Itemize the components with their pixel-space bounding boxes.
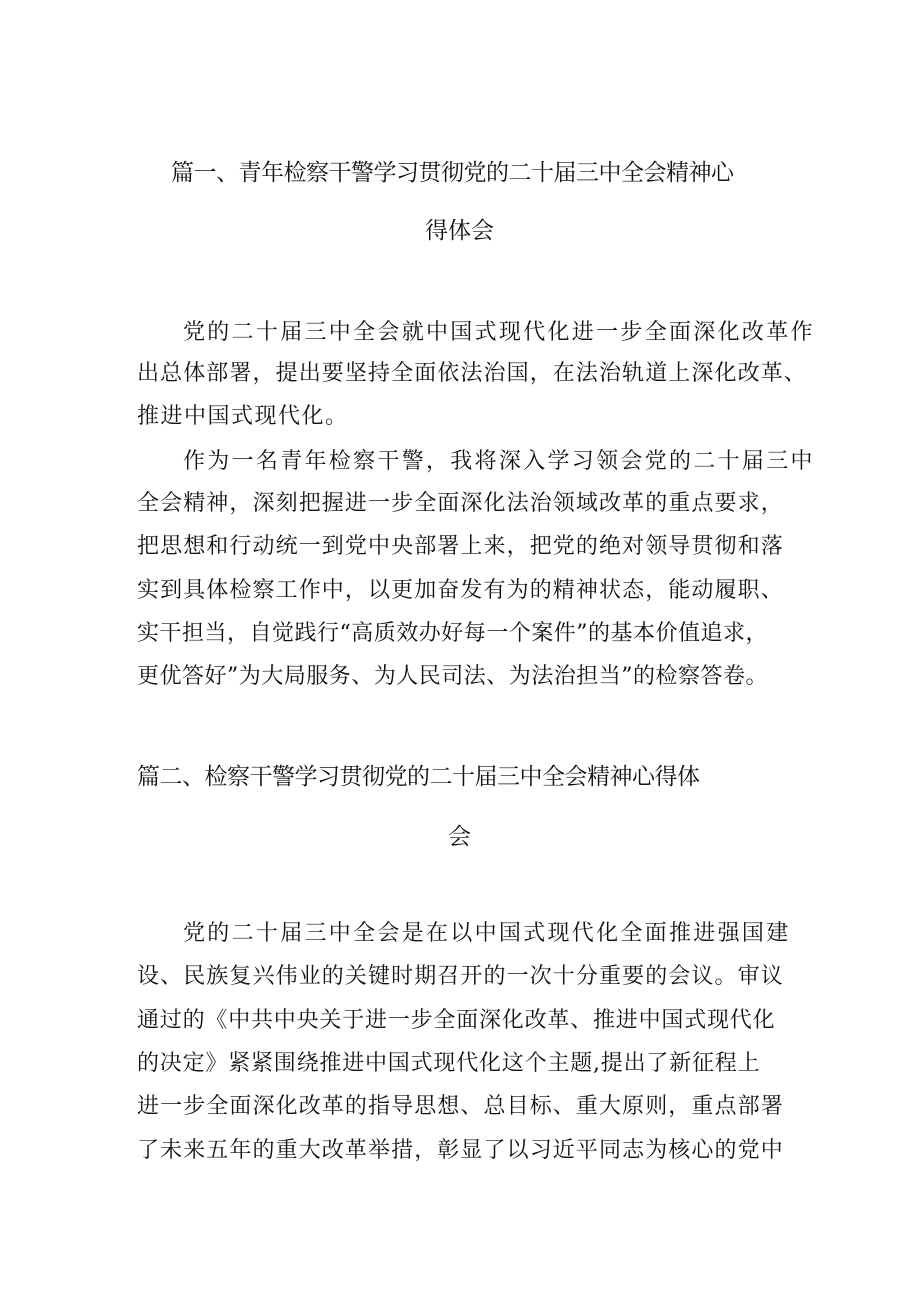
section-1-para-2-line-1: 作为一名青年检察干警，我将深入学习领会党的二十届三中 — [183, 449, 815, 474]
section-1-title-line-2: 得体会 — [425, 218, 494, 244]
section-2-para-1-line-4: 的决定》紧紧围绕推进中国式现代化这个主题,提出了新征程上 — [137, 1051, 761, 1076]
section-2-para-1-line-6: 了未来五年的重大改革举措，彰显了以习近平同志为核心的党中 — [137, 1138, 784, 1163]
section-1-para-2-line-6: 更优答好”为大局服务、为人民司法、为法治担当”的检察答卷。 — [137, 664, 768, 689]
section-2-para-1-line-5: 进一步全面深化改革的指导思想、总目标、重大原则，重点部署 — [137, 1094, 784, 1119]
section-1-para-2-line-4: 实到具体检察工作中，以更加奋发有为的精神状态，能动履职、 — [137, 578, 784, 603]
section-2-para-1-line-1: 党的二十届三中全会是在以中国式现代化全面推进强国建 — [183, 921, 791, 946]
section-1-para-2-line-5: 实干担当，自觉践行“高质效办好每一个案件”的基本价值追求， — [137, 621, 768, 646]
section-1-para-2-line-2: 全会精神，深刻把握进一步全面深化法治领域改革的重点要求， — [137, 491, 784, 516]
section-1-para-1-line-1: 党的二十届三中全会就中国式现代化进一步全面深化改革作 — [183, 320, 815, 345]
section-1-title-line-1: 篇一、青年检察干警学习贯彻党的二十届三中全会精神心 — [171, 160, 734, 186]
section-2-para-1-line-2: 设、民族复兴伟业的关键时期召开的一次十分重要的会议。审议 — [137, 964, 784, 989]
section-2-title-line-2: 会 — [448, 824, 471, 850]
section-2-para-1-line-3: 通过的《中共中央关于进一步全面深化改革、推进中国式现代化 — [137, 1008, 776, 1033]
section-1-para-1-line-3: 推进中国式现代化。 — [137, 404, 349, 429]
section-2-title-line-1: 篇二、检察干警学习贯彻党的二十届三中全会精神心得体 — [137, 764, 700, 790]
section-1-para-1-line-2: 出总体部署，提出要坚持全面依法治国，在法治轨道上深化改革、 — [137, 361, 807, 386]
section-1-para-2-line-3: 把思想和行动统一到党中央部署上来，把党的绝对领导贯彻和落 — [137, 534, 784, 559]
